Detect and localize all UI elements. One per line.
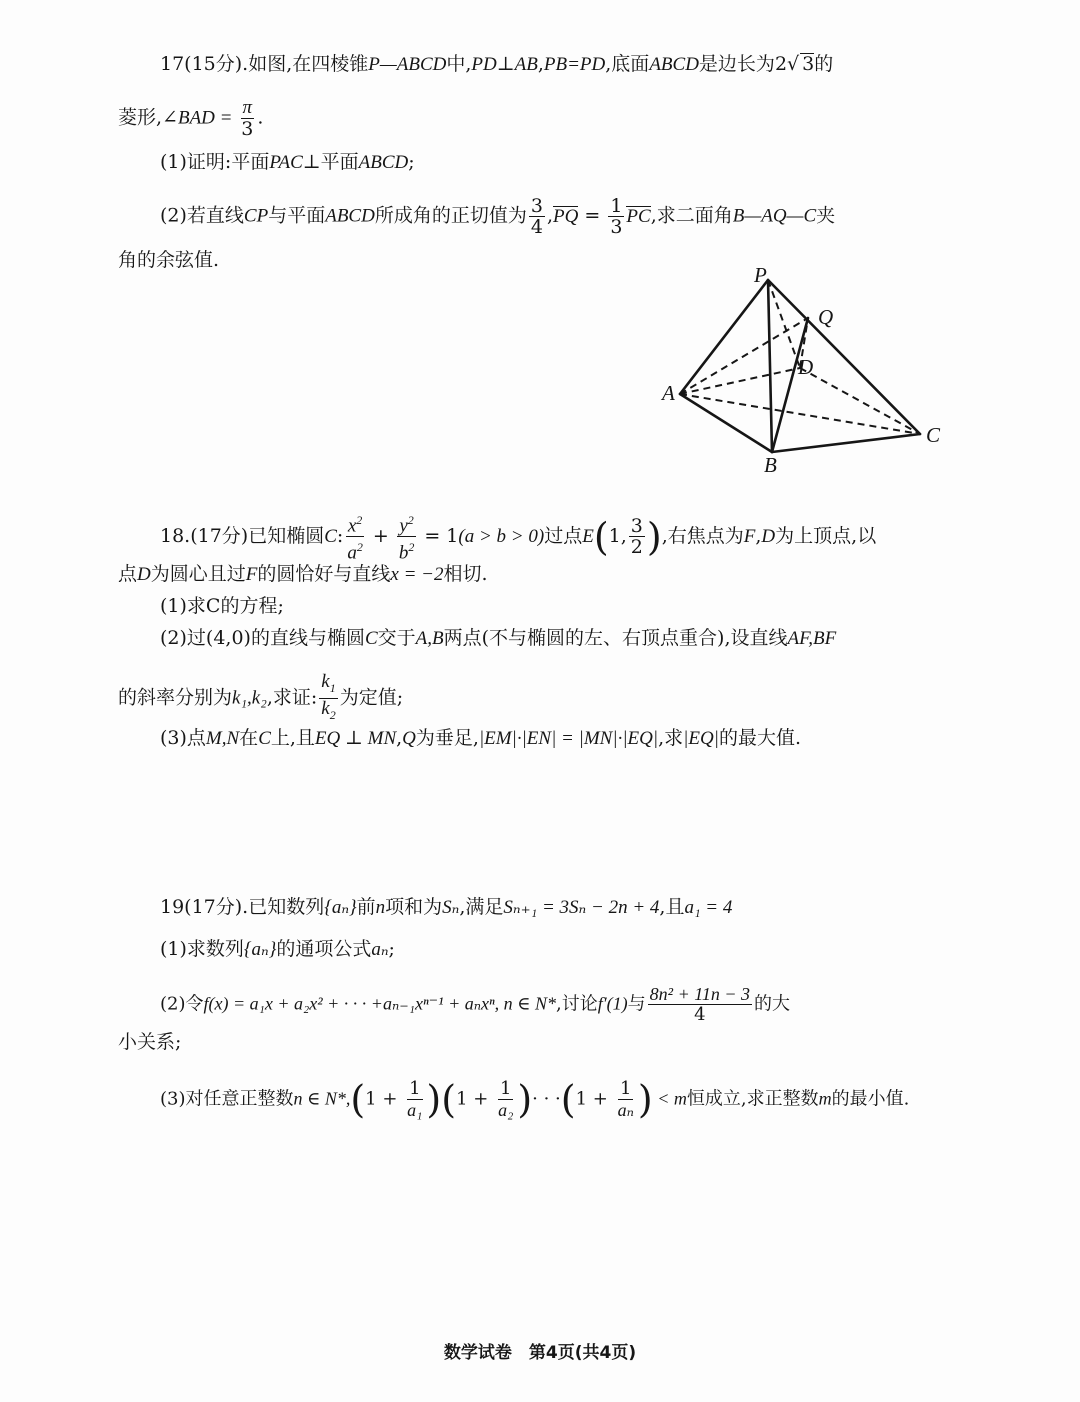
q17-line1: 17(15分).如图,在四棱锥P—ABCD中,PD⊥AB,PB=PD,底面ABCD是边长为2√ 3的	[160, 53, 834, 75]
q18-line2: 点D为圆心且过F的圆恰好与直线x = −2相切.	[118, 563, 488, 585]
fraction-8n2: $\frac{\text{8n² + 11n − 3}}{4}$	[649, 984, 751, 1025]
fraction-x2-a2: $\frac{x^2}{a^2}$	[345, 510, 365, 564]
fraction-1-an: $\frac{1}{\text{aₙ}}$	[617, 1078, 634, 1120]
fraction-3-4: $\frac{3}{4}$	[530, 195, 543, 238]
q18-line1: 18.(17分)已知椭圆C: $\frac{x^2}{a^2}$ + $\frac{y^2}{b^2}$ = 1(a > b > 0)过点E(1, $\frac{3}{2}$ ),右焦点为F,D为上顶点,以	[160, 510, 876, 564]
q19-part3: (3)对任意正整数n ∈ N*,(1 + $\frac{1}{\text{a₁}}$ )(1 + $\frac{1}{\text{a₂}}$ )· · ·(1 + $\frac{1}{\text{aₙ}}$ ) < m恒成立,求正整数m的最小值.	[160, 1077, 910, 1122]
fraction-y2-b2: $\frac{y^2}{b^2}$	[397, 510, 417, 564]
label-q: Q	[818, 305, 834, 329]
label-b: B	[764, 453, 777, 477]
edge-bc	[772, 434, 920, 452]
label-c: C	[926, 423, 941, 447]
q18-part2-line2: 的斜率分别为k₁,k₂,求证: $\frac{k_1}{k_2}$ 为定值;	[118, 672, 403, 725]
q18-part1: (1)求C的方程;	[160, 595, 284, 617]
sqrt-3: 3	[802, 53, 815, 75]
edge-ab	[680, 394, 772, 452]
edge-pd	[768, 280, 800, 368]
q17-part2-line2: 角的余弦值.	[118, 249, 220, 271]
fraction-1-3: $\frac{1}{3}$	[610, 195, 623, 238]
q18-part2: (2)过(4,0)的直线与椭圆C交于A,B两点(不与椭圆的左、右顶点重合),设直线AF,BF	[160, 627, 837, 649]
vector-pq: PQ	[552, 205, 579, 227]
q19-part2-line2: 小关系;	[118, 1031, 182, 1053]
fraction-pi-3: $\frac{\pi}{3}$	[241, 97, 254, 140]
q19-part2: (2)令f(x) = a₁x + a₂x² + · · · +aₙ₋₁xⁿ⁻¹ + aₙxⁿ, n ∈ N*,讨论f′(1)与 $\frac{\text{8n² + 11n − 3}}{4}$ 的大	[160, 984, 791, 1025]
pyramid-name: P—ABCD	[368, 54, 447, 75]
vector-pc: PC	[626, 205, 651, 227]
label-a: A	[662, 381, 675, 405]
edge-aq	[680, 318, 808, 394]
q18-part3: (3)点M,N在C上,且EQ ⊥ MN,Q为垂足,|EM|·|EN| = |MN|·|EQ|,求|EQ|的最大值.	[160, 727, 801, 749]
edge-pc	[768, 280, 920, 434]
edge-pb	[768, 280, 772, 452]
fraction-3-2: $\frac{3}{2}$	[630, 515, 643, 559]
q17-part1: (1)证明:平面PAC⊥平面ABCD;	[160, 151, 415, 173]
fraction-k1-k2: $\frac{k_1}{k_2}$	[321, 671, 336, 722]
page-footer: 数学试卷 第4页(共4页)	[443, 1343, 637, 1363]
edge-ac	[680, 394, 920, 434]
fraction-1-a1: $\frac{1}{\text{a₁}}$	[407, 1078, 423, 1120]
q19-part1: (1)求数列{aₙ}的通项公式aₙ;	[160, 938, 395, 960]
q17-part2: (2)若直线CP与平面ABCD所成角的正切值为 $\frac{3}{4}$ ,PQ = $\frac{1}{3}$ PC,求二面角B—AQ—C夹	[160, 195, 836, 238]
label-d: D	[798, 355, 814, 379]
q19-line1: 19(17分).已知数列{aₙ}前n项和为Sₙ,满足Sₙ₊₁ = 3Sₙ − 2n + 4,且a₁ = 4	[160, 896, 733, 918]
label-p: P	[754, 263, 767, 287]
pyramid-figure	[650, 262, 960, 480]
q17-line2: 菱形,∠BAD = $\frac{\pi}{3}$ .	[118, 97, 264, 140]
fraction-1-a2: $\frac{1}{\text{a₂}}$	[498, 1078, 514, 1120]
